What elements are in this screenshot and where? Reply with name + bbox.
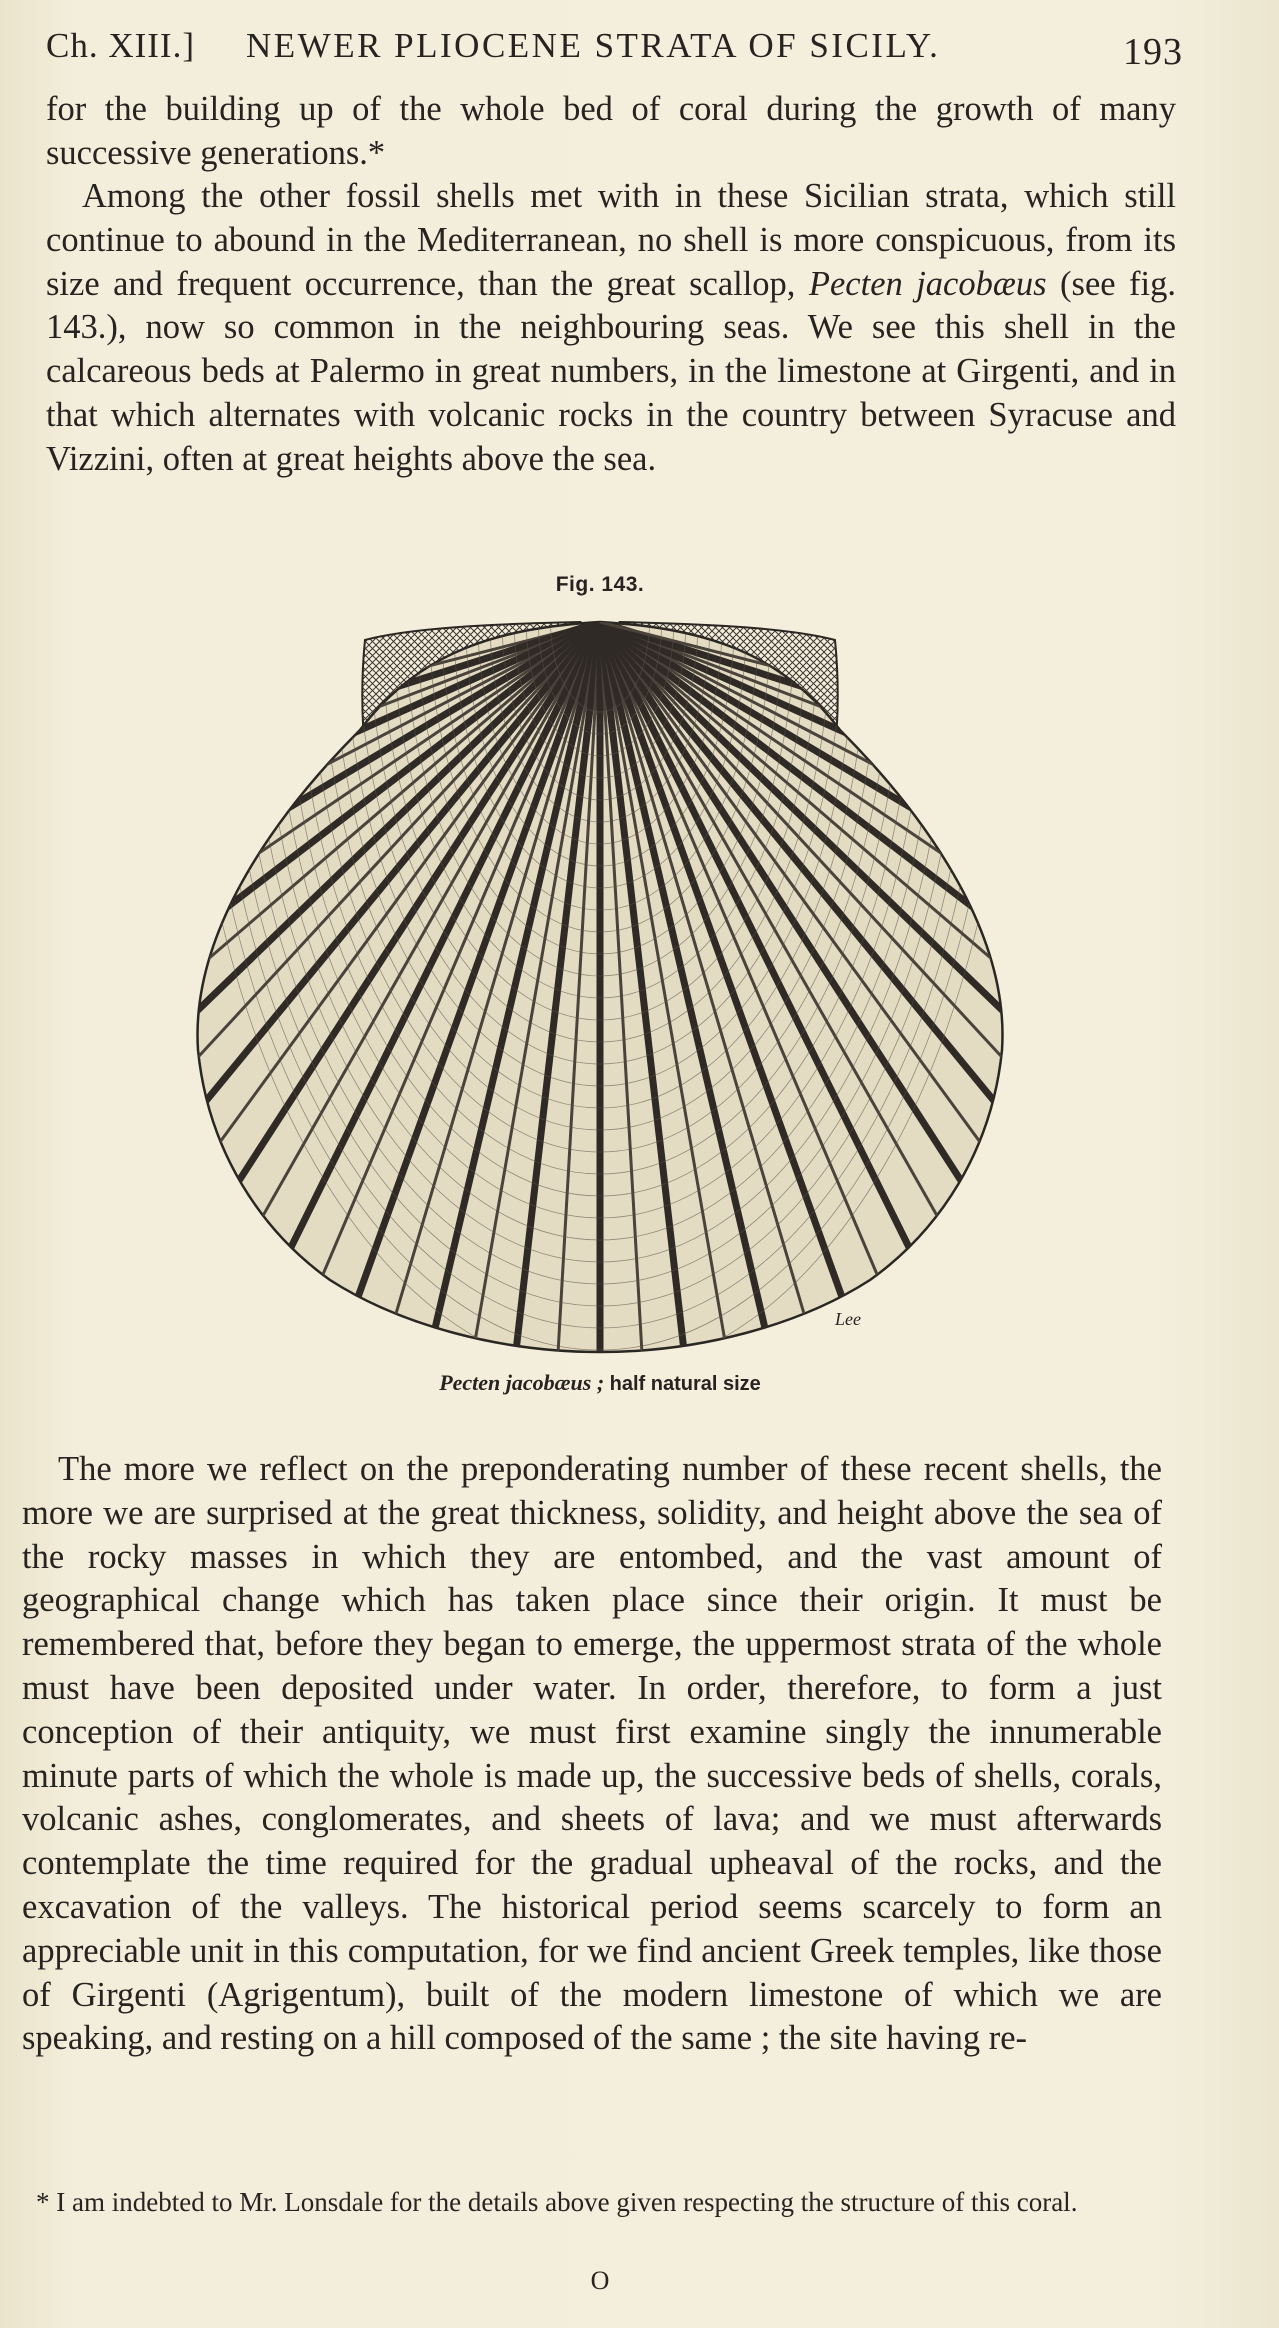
running-title: NEWER PLIOCENE STRATA OF SICILY. xyxy=(246,26,941,65)
running-header xyxy=(46,26,1183,78)
engraver-mark: Lee xyxy=(835,1309,861,1329)
caption-species: Pecten jacobæus ; xyxy=(439,1370,605,1395)
paragraph-reflection xyxy=(22,1448,1162,2061)
paragraph-continuation xyxy=(46,88,1176,176)
figure-label: Fig. 143. xyxy=(555,573,645,596)
signature-mark: O xyxy=(590,2266,610,2295)
chapter-label: Ch. XIII.] xyxy=(46,26,195,65)
figure-caption xyxy=(0,1370,1200,1396)
footnote xyxy=(8,2183,1160,2221)
scallop-shell-illustration xyxy=(180,610,1020,1360)
paragraph-3-text: The more we reflect on the preponderating number of these recent shells, the more we are surprised at the great thickness, solidity, and height above the sea of the rocky masses in which they are entombed, and the vast amount of geographical change which has taken place since their origin. It must be remembered that, before they began to emerge, the uppermost strata of the whole must have been deposited under water. In order, therefore, to form a just conception of their antiquity, we must first examine singly the innumerable minute parts of which the whole is made up, the successive beds of shells, corals, volcanic ashes, conglomerates, and sheets of lava; and we must afterwards contemplate the time required for the gradual upheaval of the rocks, and the excavation of the valleys. The historical period seems scarcely to form an appreciable unit in this computation, for we find ancient Greek temples, like those of Girgenti (Agrigentum), built of the modern limestone of which we are speaking, and resting on a hill composed of the same ; the site having re- xyxy=(22,1450,1162,2058)
paragraph-2-part-b: (see fig. 143.), now so common in the neighbouring seas. We see this shell in the calcareous beds at Palermo in great numbers, in the limestone at Girgenti, and in that which alternates with volcanic rocks in the country between Syracuse and Vizzini, often at great heights above the sea. xyxy=(46,264,1176,478)
species-name: Pecten jacobæus xyxy=(808,264,1047,303)
paragraph-1-text: for the building up of the whole bed of coral during the growth of many successive generations.* xyxy=(46,90,1176,172)
paragraph-scallop xyxy=(46,175,1176,482)
paragraph-2-part-a: Among the other fossil shells met with in these Sicilian strata, which still continue to abound in the Mediterranean, no shell is more conspicuous, from its size and frequent occurrence, than the great scallop, xyxy=(46,177,1176,303)
paragraph-2-text xyxy=(46,175,1176,482)
caption-scale: half natural size xyxy=(609,1373,761,1395)
page-number: 193 xyxy=(1123,31,1183,73)
footnote-text: * I am indebted to Mr. Lonsdale for the details above given respecting the structure of this coral. xyxy=(36,2187,1078,2217)
